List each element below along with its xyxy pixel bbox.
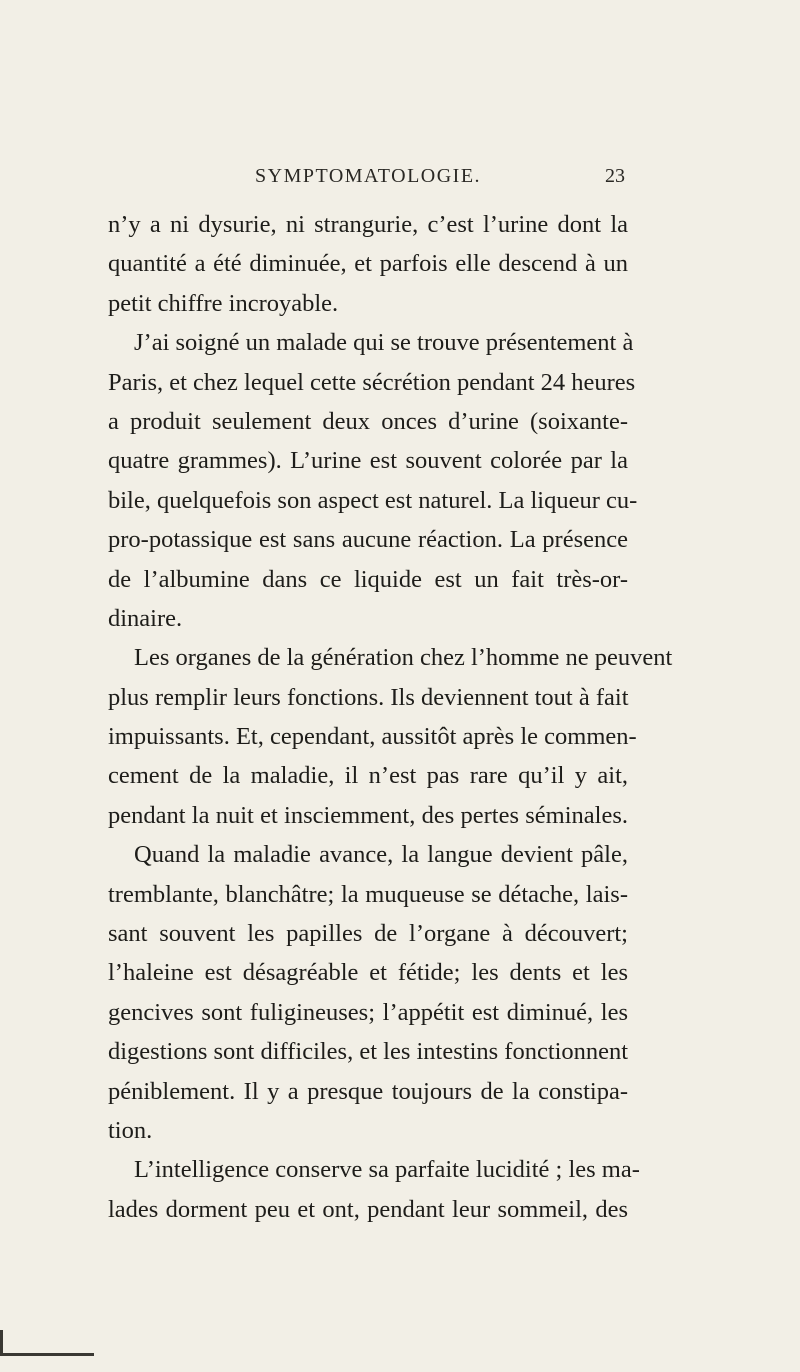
page-header — [255, 165, 625, 195]
page-number: 23 — [605, 165, 625, 187]
text-line: dinaire. — [108, 604, 183, 632]
text-line: bile, quelquefois son aspect est naturel. La liqueur cu- — [108, 486, 638, 514]
text-line: L’intelligence conserve sa parfaite lucidité ; les ma- — [134, 1156, 640, 1184]
text-line: J’ai soigné un malade qui se trouve présentement à — [134, 329, 634, 357]
text-line: de l’albumine dans ce liquide est un fait très-or- — [108, 565, 628, 593]
text-line: digestions sont difficiles, et les intestins fonctionnent — [108, 1038, 629, 1066]
text-line: l’haleine est désagréable et fétide; les dents et les — [108, 959, 628, 987]
body-text — [108, 205, 673, 1229]
text-line: n’y a ni dysurie, ni strangurie, c’est l’urine dont la — [108, 211, 628, 238]
text-line: Les organes de la génération chez l’homme ne peuvent — [134, 644, 673, 672]
text-line: plus remplir leurs fonctions. Ils deviennent tout à fait — [108, 683, 629, 711]
text-line: Quand la maladie avance, la langue devient pâle, — [134, 841, 628, 869]
text-line: pro-potassique est sans aucune réaction. La présence — [108, 526, 628, 554]
text-line: petit chiffre incroyable. — [108, 289, 339, 317]
text-line: péniblement. Il y a presque toujours de la constipa- — [108, 1077, 628, 1105]
text-line: impuissants. Et, cependant, aussitôt après le commen- — [108, 723, 637, 751]
text-line: sant souvent les papilles de l’organe à découvert; — [108, 920, 628, 948]
running-head: SYMPTOMATOLOGIE. — [255, 165, 482, 187]
text-line: quantité a été diminuée, et parfois elle descend à un — [108, 250, 628, 278]
text-line: pendant la nuit et insciemment, des pertes séminales. — [108, 801, 628, 829]
text-line: tion. — [108, 1116, 153, 1144]
text-line: Paris, et chez lequel cette sécrétion pendant 24 heures — [108, 368, 636, 396]
scan-edge-mark — [0, 1353, 94, 1356]
text-line: gencives sont fuligineuses; l’appétit est diminué, les — [108, 998, 628, 1026]
text-line: cement de la maladie, il n’est pas rare qu’il y ait, — [108, 762, 628, 790]
text-line: quatre grammes). L’urine est souvent colorée par la — [108, 447, 628, 475]
text-line: a produit seulement deux onces d’urine (soixante- — [108, 407, 628, 435]
text-line: lades dorment peu et ont, pendant leur sommeil, des — [108, 1195, 628, 1223]
text-line: tremblante, blanchâtre; la muqueuse se détache, lais- — [108, 880, 628, 908]
